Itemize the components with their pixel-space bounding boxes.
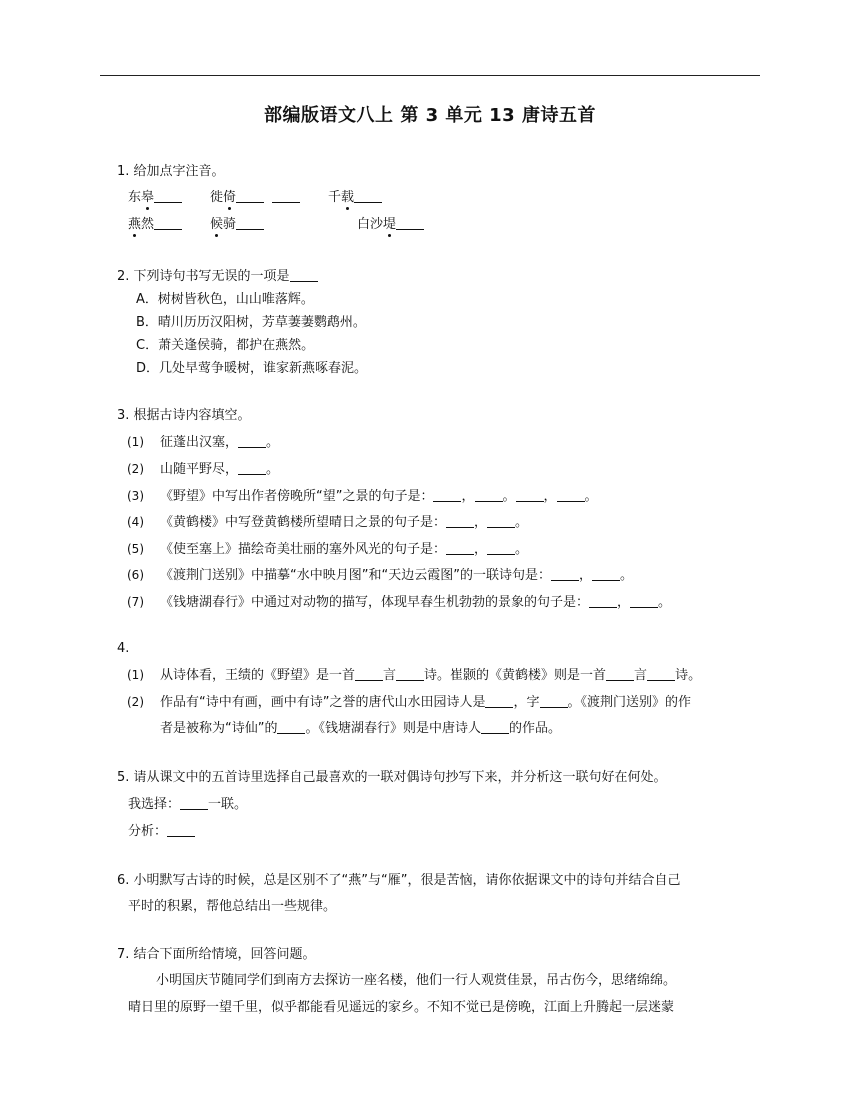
- q6-text-line2: 平时的积累，帮他总结出一些规律。: [128, 899, 337, 914]
- q3-item-7: 《钱塘湖春行》中通过对动物的描写，体现早春生机勃勃的景象的句子是： ， 。: [160, 595, 672, 610]
- q3-item-number: (3): [127, 489, 144, 503]
- q3-item-3: 《野望》中写出作者傍晚所“望”之景的句子是： ， 。 ， 。: [160, 489, 598, 504]
- q3-item-number: (2): [127, 462, 144, 476]
- q1-row1-a: 东皋: [128, 188, 182, 207]
- q4-item-number: (2): [127, 695, 144, 709]
- q3-stem: 3. 根据古诗内容填空。: [117, 408, 251, 423]
- q3-item-4: 《黄鹤楼》中写登黄鹤楼所望晴日之景的句子是： ， 。: [160, 515, 529, 530]
- q2-option-d: D．几处早莺争暖树，谁家新燕啄春泥。: [136, 361, 368, 376]
- q7-paragraph-line1: 小明国庆节随同学们到南方去探访一座名楼，他们一行人观赏佳景，吊古伤今，思绪绵绵。: [156, 973, 677, 988]
- page-title: 部编版语文八上 第 3 单元 13 唐诗五首: [264, 105, 596, 126]
- q1-row1-b: 徙倚: [210, 188, 300, 207]
- q1-row2-a: 燕然: [128, 215, 182, 234]
- q4-item-2-line2: 者是被称为“诗仙”的 。《钱塘湖春行》则是中唐诗人 的作品。: [160, 721, 562, 736]
- q3-item-5: 《使至塞上》描绘奇美壮丽的塞外风光的句子是： ， 。: [160, 542, 529, 557]
- q1-stem: 1. 给加点字注音。: [117, 164, 225, 179]
- q4-item-number: (1): [127, 668, 144, 682]
- q5-stem: 5. 请从课文中的五首诗里选择自己最喜欢的一联对偶诗句抄写下来，并分析这一联句好在何处。: [117, 770, 667, 785]
- q2-stem: 2. 下列诗句书写无误的一项是: [117, 267, 318, 286]
- q4-item-1: 从诗体看，王绩的《野望》是一首 言 诗。崔颢的《黄鹤楼》则是一首 言 诗。: [160, 668, 702, 683]
- q2-option-a: A．树树皆秋色，山山唯落辉。: [136, 292, 314, 307]
- q1-row2-c: 白沙堤: [357, 215, 424, 234]
- q7-paragraph-line2: 晴日里的原野一望千里，似乎都能看见遥远的家乡。不知不觉已是傍晚，江面上升腾起一层迷蒙: [128, 1000, 675, 1015]
- q3-item-number: (7): [127, 595, 144, 609]
- q3-item-number: (5): [127, 542, 144, 556]
- q3-item-number: (6): [127, 568, 144, 582]
- q5-analysis: 分析：: [128, 822, 195, 841]
- q3-item-number: (4): [127, 515, 144, 529]
- q3-item-6: 《渡荆门送别》中描摹“水中映月图”和“天边云霞图”的一联诗句是： ， 。: [160, 568, 633, 583]
- q3-item-number: (1): [127, 435, 144, 449]
- q1-row1-c: 千载: [328, 188, 382, 207]
- q5-choice: 我选择： 一联。: [128, 797, 248, 812]
- q1-row2-b: 候骑: [210, 215, 264, 234]
- q3-item-1: 征蓬出汉塞， 。: [160, 435, 280, 450]
- q4-item-2-line1: 作品有“诗中有画，画中有诗”之誉的唐代山水田园诗人是 ，字 。《渡荆门送别》的作: [160, 695, 692, 710]
- q2-option-c: C．萧关逢侯骑，都护在燕然。: [136, 338, 315, 353]
- q2-option-b: B．晴川历历汉阳树，芳草萋萋鹦鹉州。: [136, 315, 366, 330]
- q3-item-2: 山随平野尽， 。: [160, 462, 280, 477]
- header-rule: [100, 75, 760, 76]
- q7-stem: 7. 结合下面所给情境，回答问题。: [117, 947, 316, 962]
- q4-stem: 4.: [117, 641, 130, 656]
- q6-text-line1: 6. 小明默写古诗的时候，总是区别不了“燕”与“雁”，很是苦恼，请你依据课文中的诗句并结合自己: [117, 873, 681, 888]
